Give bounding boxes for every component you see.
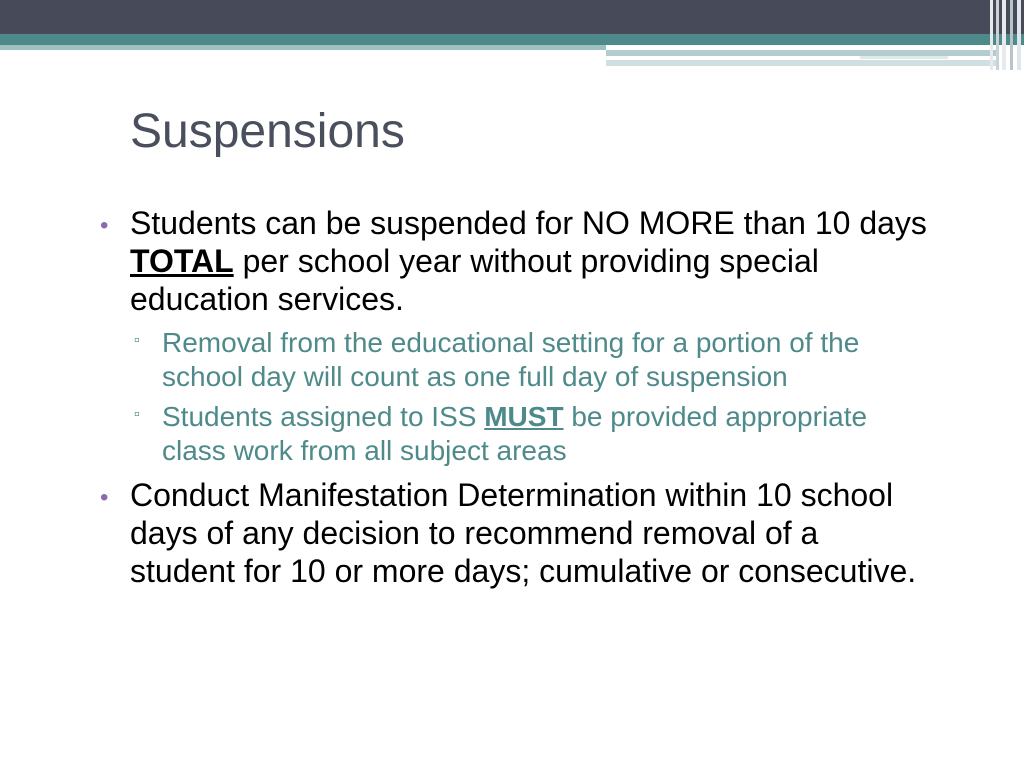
header-dark-band (0, 0, 1024, 34)
stripe (1002, 0, 1006, 70)
header-teal-light-strip (0, 45, 606, 50)
subbullet-item (130, 400, 930, 468)
bullet-dot-icon: • (100, 212, 109, 239)
bullet-dot-icon: • (100, 484, 109, 511)
subbullet-text: be provided appropriate class work from all subject areas (162, 401, 868, 466)
square-bullet-icon: ▫ (134, 406, 140, 423)
square-bullet-icon: ▫ (134, 332, 140, 349)
header-accent-area (606, 45, 1024, 70)
slide-body (100, 204, 930, 590)
bullet-text: Conduct Manifestation Determination within 10 school days of any decision to recommend removal of a student for 10 or more days; cumulative or consecutive. (130, 477, 917, 589)
stripe (996, 0, 999, 70)
bullet-item (100, 476, 930, 590)
header-vertical-stripes (990, 0, 1024, 70)
bullet-emphasis: TOTAL (130, 243, 234, 279)
subbullet-text: Removal from the educational setting for a portion of the school day will count as one full day of suspension (162, 327, 860, 392)
stripe (1010, 0, 1013, 70)
subbullet-emphasis: MUST (484, 401, 564, 432)
header-teal-band (0, 34, 1024, 45)
header-accent-line (860, 56, 948, 59)
bullet-item (100, 204, 930, 318)
subbullet-text: Students assigned to ISS (162, 401, 485, 432)
header-accent-line (606, 60, 996, 66)
stripe (1017, 0, 1021, 70)
bullet-text: Students can be suspended for NO MORE than 10 days (130, 205, 927, 241)
slide-title: Suspensions (130, 105, 405, 158)
stripe (990, 0, 993, 70)
subbullet-item (130, 326, 930, 394)
bullet-text: per school year without providing special education services. (130, 243, 819, 317)
